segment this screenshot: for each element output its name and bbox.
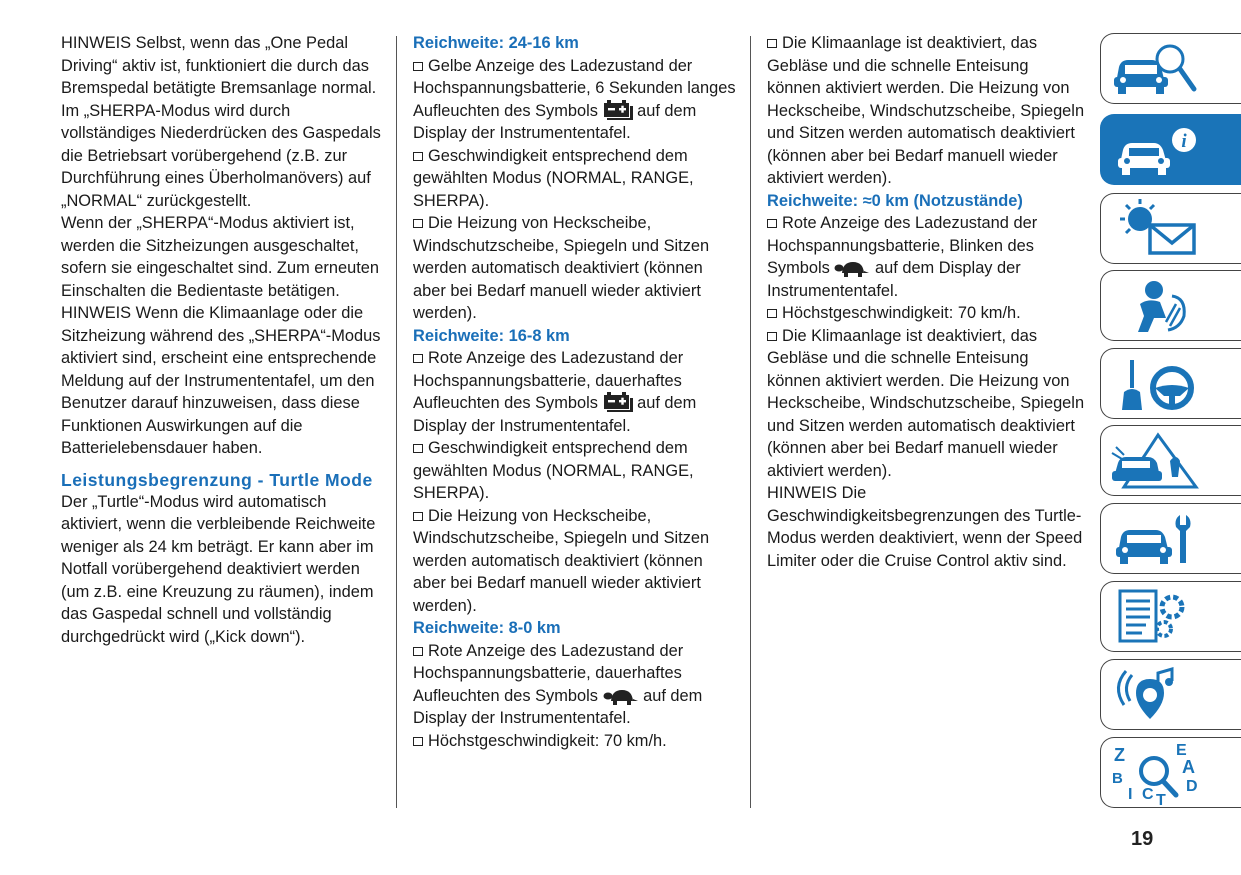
list-item-text: Geschwindigkeit entsprechend dem gewählten Modus (NORMAL, RANGE, SHERPA). [413, 439, 694, 502]
car-info-icon [1110, 120, 1202, 180]
bullet-square-icon [413, 737, 423, 746]
index-letter: C [1142, 786, 1154, 803]
column-divider [750, 36, 751, 808]
index-letter: Z [1114, 745, 1125, 765]
bullet-square-icon [413, 354, 423, 363]
paragraph-sherpa-seat-heating: Wenn der „SHERPA“-Modus aktiviert ist, werden die Sitzheizungen ausgeschaltet, sofern sie eingeschaltet sind. Zum erneuten Einschalten die Bedientaste betätigen. [61, 214, 379, 300]
section-title-turtle-mode: Leistungsbegrenzung - Turtle Mode [61, 469, 373, 490]
svg-text:i: i [1181, 131, 1187, 152]
list-item-text: Rote Anzeige des Ladezustand der Hochspannungsbatterie, dauerhaftes Aufleuchten des Symbols [413, 641, 684, 705]
spec-list-gear-icon [1110, 587, 1202, 647]
bullet-square-icon [767, 332, 777, 341]
list-item [413, 212, 738, 325]
index-letter: I [1128, 786, 1133, 803]
tab-emergency[interactable] [1100, 425, 1241, 496]
tab-technical-data[interactable] [1100, 581, 1241, 652]
list-item-text: Die Heizung von Heckscheibe, Windschutzscheibe, Spiegeln und Sitzen werden automatisch deaktiviert (können aber bei Bedarf manuell wieder aktiviert werden). [413, 506, 710, 615]
gear-lever-steering-icon [1110, 354, 1202, 414]
paragraph-turtle-mode: Der „Turtle“-Modus wird automatisch aktiviert, wenn die verbleibende Reichweite weniger als 24 km beträgt. Er kann aber im Notfall vorübergehend deaktiviert werden (um z.B. eine Kreuzung zu räumen), indem das Gaspedal schnell und vollständig durchgedrückt wird („Kick down“). [61, 492, 376, 646]
heading-range-24-16: Reichweite: 24-16 km [413, 34, 579, 52]
index-letter: B [1112, 770, 1123, 787]
tab-index[interactable] [1100, 737, 1241, 808]
list-item-text: Höchstgeschwindigkeit: 70 km/h. [782, 304, 1021, 322]
list-item [413, 505, 738, 618]
bullet-square-icon [413, 152, 423, 161]
list-item [767, 32, 1085, 190]
tab-maintenance[interactable] [1100, 503, 1241, 574]
tab-car-info[interactable] [1100, 114, 1241, 185]
warning-light-message-icon [1110, 199, 1202, 259]
tab-car-search[interactable] [1100, 33, 1241, 104]
bullet-square-icon [413, 62, 423, 71]
column-divider [396, 36, 397, 808]
bullet-square-icon [413, 444, 423, 453]
airbag-seat-icon [1110, 276, 1202, 336]
turtle-icon [603, 687, 639, 705]
battery-warning-icon [603, 100, 633, 120]
bullet-square-icon [413, 647, 423, 656]
paragraph-sherpa-kickdown: Im „SHERPA-Modus wird durch vollständiges Niederdrücken des Gaspedals die Betriebsart vorübergehend (z.B. zur Durchführung eines Überholmanövers) auf „NORMAL“ zurückgestellt. [61, 101, 381, 210]
index-letter: E [1176, 743, 1187, 759]
note-one-pedal: HINWEIS Selbst, wenn das „One Pedal Driving“ aktiv ist, funktioniert die durch das Bremspedal betätigte Bremsanlage normal. [61, 34, 377, 97]
multimedia-icon [1110, 665, 1202, 725]
column-middle [413, 32, 738, 752]
list-item-text: Höchstgeschwindigkeit: 70 km/h. [428, 731, 667, 750]
list-item-text: Die Klimaanlage ist deaktiviert, das Gebläse und die schnelle Enteisung können aktiviert werden. Die Heizung von Heckscheibe, Windschutzscheibe, Spiegeln und Sitzen werden automatisch deaktiviert (können aber bei Bedarf manuell wieder aktiviert werden). [767, 34, 1085, 187]
tab-multimedia[interactable] [1100, 659, 1241, 730]
list-item-text: auf dem Display der Instrumententafel. [767, 259, 1021, 300]
page-number: 19 [1131, 828, 1154, 850]
list-item-text: auf dem Display der Instrumententafel. [413, 101, 697, 142]
list-item [767, 325, 1085, 483]
heading-range-0-emergency: Reichweite: ≈0 km (Notzustände) [767, 191, 1023, 210]
tab-safety[interactable] [1100, 270, 1241, 341]
list-item [413, 347, 738, 437]
car-search-icon [1110, 39, 1202, 99]
car-breakdown-warning-icon [1110, 431, 1202, 491]
list-item [767, 212, 1085, 302]
list-item [413, 640, 738, 730]
list-item [413, 55, 738, 145]
column-left [61, 32, 386, 648]
column-right [767, 32, 1085, 572]
list-item-text: Rote Anzeige des Ladezustand der Hochspannungsbatterie, Blinken des Symbols [767, 214, 1038, 277]
index-letter: D [1186, 778, 1198, 795]
list-item-text: Geschwindigkeit entsprechend dem gewählten Modus (NORMAL, RANGE, SHERPA). [413, 146, 694, 210]
list-item [413, 145, 738, 213]
battery-warning-icon [603, 392, 633, 412]
bullet-square-icon [413, 219, 423, 228]
list-item-text: Die Heizung von Heckscheibe, Windschutzscheibe, Spiegeln und Sitzen werden automatisch deaktiviert (können aber bei Bedarf manuell wieder aktiviert werden). [413, 214, 710, 322]
heading-range-16-8: Reichweite: 16-8 km [413, 326, 570, 345]
list-item-text: auf dem Display der Instrumententafel. [413, 686, 703, 727]
index-letter: T [1156, 792, 1166, 807]
list-item-text: auf dem Display der Instrumententafel. [413, 394, 697, 435]
bullet-square-icon [767, 309, 777, 318]
list-item-text: Rote Anzeige des Ladezustand der Hochspannungsbatterie, dauerhaftes Aufleuchten des Symbols [413, 349, 684, 412]
bullet-square-icon [767, 219, 777, 228]
note-turtle-speed-limiter: HINWEIS Die Geschwindigkeitsbegrenzungen des Turtle-Modus werden deaktiviert, wenn der Speed Limiter oder die Cruise Control aktiv sind. [767, 484, 1083, 570]
bullet-square-icon [767, 39, 777, 48]
index-letter: A [1182, 757, 1195, 777]
list-item [767, 302, 1085, 325]
heading-range-8-0: Reichweite: 8-0 km [413, 619, 561, 637]
tab-starting-driving[interactable] [1100, 348, 1241, 419]
tab-warning-lights[interactable] [1100, 193, 1241, 264]
note-sherpa-climate: HINWEIS Wenn die Klimaanlage oder die Sitzheizung während des „SHERPA“-Modus aktiviert sind, erscheint eine entsprechende Meldung auf der Instrumententafel, um den Benutzer darauf hinzuweisen, dass diese Funktionen Auswirkungen auf die Batterielebensdauer haben. [61, 304, 381, 457]
index-search-icon [1110, 743, 1202, 807]
list-item-text: Die Klimaanlage ist deaktiviert, das Gebläse und die schnelle Enteisung können aktiviert werden. Die Heizung von Heckscheibe, Windschutzscheibe, Spiegeln und Sitzen werden automatisch deaktiviert (können aber bei Bedarf manuell wieder aktiviert werden). [767, 326, 1085, 480]
list-item [413, 730, 738, 753]
list-item-text: Gelbe Anzeige des Ladezustand der Hochspannungsbatterie, 6 Sekunden langes Aufleuchten des Symbols [413, 56, 736, 120]
turtle-icon [834, 259, 870, 277]
car-wrench-icon [1110, 509, 1202, 569]
list-item [413, 437, 738, 505]
bullet-square-icon [413, 512, 423, 521]
